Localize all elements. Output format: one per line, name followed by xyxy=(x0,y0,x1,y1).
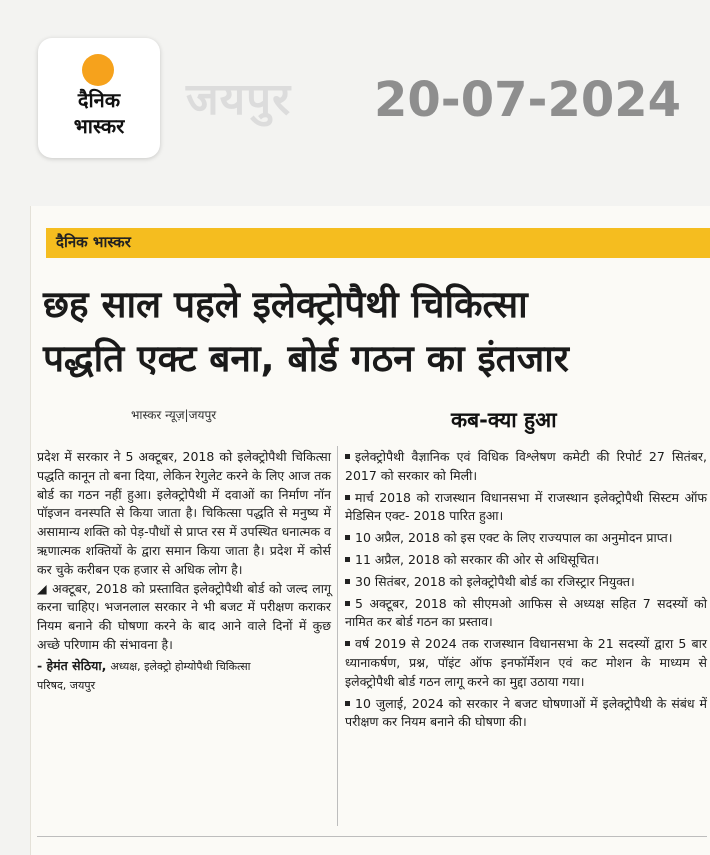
bullet-icon xyxy=(345,579,350,584)
timeline-item xyxy=(345,489,707,527)
timeline-item-text: 10 अप्रैल, 2018 को इस एक्ट के लिए राज्यपाल का अनुमोदन प्राप्त। xyxy=(355,530,673,546)
masthead-label: दैनिक भास्कर xyxy=(56,233,131,251)
timeline-item xyxy=(345,573,707,592)
signature-name: - हेमंत सेठिया, xyxy=(37,657,107,673)
timeline-item xyxy=(345,551,707,570)
column-divider xyxy=(337,446,338,826)
timeline-item-text: 11 अप्रैल, 2018 को सरकार की ओर से अधिसूचित। xyxy=(355,551,600,567)
headline xyxy=(43,278,708,386)
signature-role: अध्यक्ष, इलेक्ट्रो होम्योपैथी चिकित्सा xyxy=(110,659,251,673)
bullet-icon xyxy=(345,495,350,500)
bullet-icon xyxy=(345,641,350,646)
timeline-list xyxy=(345,448,707,732)
edition-date: 20-07-2024 xyxy=(374,72,682,128)
logo-line-1: दैनिक xyxy=(77,88,121,112)
timeline-item xyxy=(345,635,707,691)
article-body xyxy=(37,448,331,695)
quote-marker-icon: ◢ xyxy=(37,580,53,596)
newspaper-logo xyxy=(38,38,160,158)
logo-line-2: भास्कर xyxy=(73,114,125,138)
masthead-banner xyxy=(46,228,710,258)
timeline-item xyxy=(345,529,707,548)
timeline-column xyxy=(345,448,707,735)
timeline-heading: कब-क्या हुआ xyxy=(451,408,557,432)
quote-text: अक्टूबर, 2018 को प्रस्तावित इलेक्ट्रोपैथी बोर्ड को जल्द लागू करना चाहिए। भजनलाल सरकार ने भी बजट में परीक्षण कराकर नियम बनाने की घोषणा करने के बाद आने वाले दिनों में कुछ अच्छे परिणाम की संभावना है। xyxy=(37,580,332,652)
signature xyxy=(37,657,331,696)
timeline-item xyxy=(345,448,707,486)
bottom-divider xyxy=(37,836,707,837)
bullet-icon xyxy=(345,535,350,540)
timeline-item-text: 5 अक्टूबर, 2018 को सीएमओ आफिस से अध्यक्ष सहित 7 सदस्यों को नामित कर बोर्ड गठन का प्रस्ताव। xyxy=(345,595,707,630)
edition-city: जयपुर xyxy=(186,74,292,125)
headline-line-1: छह साल पहले इलेक्ट्रोपैथी चिकित्सा xyxy=(43,283,528,326)
timeline-item-text: मार्च 2018 को राजस्थान विधानसभा में राजस्थान इलेक्ट्रोपैथी सिस्टम ऑफ मेडिसिन एक्ट- 2018 पारित हुआ। xyxy=(345,489,707,524)
bullet-icon xyxy=(345,454,350,459)
timeline-item-text: 30 सितंबर, 2018 को इलेक्ट्रोपैथी बोर्ड का रजिस्ट्रार नियुक्त। xyxy=(355,573,635,589)
headline-line-2: पद्धति एक्ट बना, बोर्ड गठन का इंतजार xyxy=(43,337,569,380)
byline: भास्कर न्यूज़|जयपुर xyxy=(131,408,217,422)
timeline-item xyxy=(345,695,707,733)
news-clipping xyxy=(30,206,710,855)
timeline-item-text: वर्ष 2019 से 2024 तक राजस्थान विधानसभा के 21 सदस्यों द्वारा 5 बार ध्यानाकर्षण, प्रश्न, पॉइंट ऑफ इनफॉर्मेशन एवं कट मोशन के माध्यम से इलेक्ट्रोपैथी बोर्ड गठन लागू करने का मुद्दा उठाया गया। xyxy=(345,636,707,689)
timeline-item xyxy=(345,595,707,633)
bullet-icon xyxy=(345,701,350,706)
sun-icon xyxy=(82,54,114,86)
body-paragraph: प्रदेश में सरकार ने 5 अक्टूबर, 2018 को इलेक्ट्रोपैथी चिकित्सा पद्धति कानून तो बना दिया, लेकिन रेगुलेट करने के लिए आज तक बोर्ड का गठन नहीं हुआ। इलेक्ट्रोपैथी में दवाओं का निर्माण नॉन पॉइजन वनस्पति से किया जाता है। चिकित्सा पद्धति से मनुष्य में असामान्य शक्ति को पेड़-पौधों से प्राप्त रस में उपस्थित धनात्मक व ऋणात्मक शक्तियों के द्वारा समान किया जाता है। प्रदेश में कोर्स कर चुके करीबन एक हजार से अधिक लोग है। xyxy=(37,449,331,577)
timeline-item-text: इलेक्ट्रोपैथी वैज्ञानिक एवं विधिक विश्लेषण कमेटी की रिपोर्ट 27 सितंबर, 2017 को सरकार को मिली। xyxy=(345,449,707,483)
quote-paragraph xyxy=(37,580,331,655)
bullet-icon xyxy=(345,601,350,606)
signature-place: परिषद, जयपुर xyxy=(37,678,96,692)
timeline-item-text: 10 जुलाई, 2024 को सरकार ने बजट घोषणाओं में इलेक्ट्रोपैथी के संबंध में परीक्षण कर नियम बनाने की घोषणा की। xyxy=(345,695,707,730)
bullet-icon xyxy=(345,557,350,562)
